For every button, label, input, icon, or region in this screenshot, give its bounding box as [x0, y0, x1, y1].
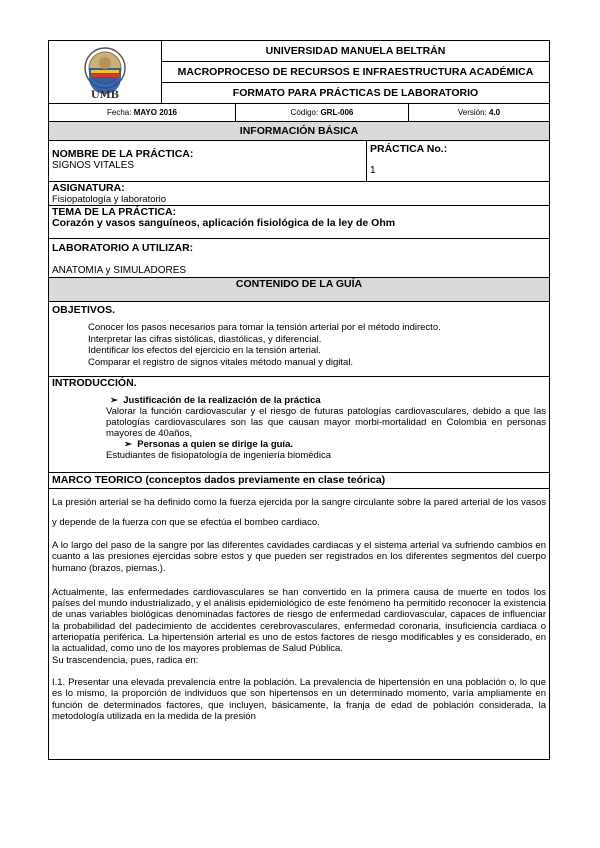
theory-paragraph: Actualmente, las enfermedades cardiovasculares se han convertido en la primera causa de muerte en todos los países del mundo industrializado, y el análisis epidemiológico de este fenómeno ha permitido reconocer la existencia de unas variables biológicas denominadas factores de riesgo de enfermedad cardiovascular, capaces de influenciar la probabilidad del padecimiento de accidentes cerebrovasculares, enfermedad coronaria, insuficiencia cardiaca o arteriopatía periférica. La hipertensión arterial es uno de estos factores de riesgo modificables y es considerado, en la actualidad, como uno de los mayores problemas de Salud Pública.: [52, 586, 546, 655]
version-label: Versión:: [457, 108, 487, 117]
objectives-row: [49, 302, 549, 377]
theory-paragraph: I.1. Presentar una elevada prevalencia entre la población. La prevalencia de hipertensión en una población o, lo que es lo mismo, la proporción de individuos que son hipertensos en un determinado momento, varía ampliamente en función de determinados factores, que incluyen, básicamente, la franja de edad de población considerada, la metodología utilizada en la medida de la presión: [52, 676, 546, 722]
topic-value: Corazón y vasos sanguíneos, aplicación fisiológica de la ley de Ohm: [52, 217, 396, 229]
date-label: Fecha:: [107, 108, 132, 117]
theory-heading-row: [49, 473, 549, 489]
document-page: [48, 40, 550, 760]
format-title: FORMATO PARA PRÁCTICAS DE LABORATORIO: [232, 87, 479, 99]
form-header: [49, 41, 549, 104]
practice-no-label: PRÁCTICA No.:: [370, 143, 448, 155]
lab-value: ANATOMIA y SIMULADORES: [52, 265, 187, 276]
arrow-bullet-icon: ➢: [124, 439, 138, 450]
date-value: MAYO 2016: [133, 108, 177, 117]
theory-paragraph: A lo largo del paso de la sangre por las diferentes cavidades cardiacas y el sistema arterial va sufriendo cambios en cuanto a las presiones ejercidas sobre estos y que pueden ser registrados en los diferentes segmentos del cuerpo humano (brazos, piernas.).: [52, 540, 546, 574]
lab-row: [49, 239, 549, 278]
lab-form: [48, 40, 550, 760]
macroprocess-title: MACROPROCESO DE RECURSOS E INFRAESTRUCTURA ACADÉMICA: [162, 62, 549, 83]
objective-item: Identificar los efectos del ejercicio en la tensión arterial.: [88, 345, 321, 356]
introduction-row: [49, 377, 549, 473]
topic-label: TEMA DE LA PRÁCTICA:: [52, 206, 177, 218]
objective-item: Interpretar las cifras sistólicas, diastólicas, y diferencial.: [88, 333, 322, 345]
practice-name: SIGNOS VITALES: [52, 160, 135, 171]
guide-heading: CONTENIDO DE LA GUÍA: [49, 278, 549, 302]
arrow-bullet-icon: ➢: [110, 395, 124, 406]
justification-title: ➢ Justificación de la realización de la práctica: [110, 395, 321, 406]
university-name: UNIVERSIDAD MANUELA BELTRÁN: [162, 41, 549, 62]
code-label: Código:: [290, 108, 319, 117]
objective-item: Comparar el registro de signos vitales método manual y digital.: [88, 356, 354, 368]
practice-name-label: NOMBRE DE LA PRÁCTICA:: [52, 148, 194, 160]
objectives-label: OBJETIVOS.: [52, 304, 116, 316]
seal-icon: [70, 43, 140, 101]
practice-row: [49, 141, 549, 182]
theory-paragraph: La presión arterial se ha definido como la fuerza ejercida por la sangre circulante sobre la pared arterial de los vasos y depende de la fuerza con que se efectúa el bombeo cardiaco.: [52, 497, 546, 528]
university-logo: [49, 41, 162, 103]
practice-no: 1: [370, 165, 376, 176]
lab-label: LABORATORIO A UTILIZAR:: [52, 242, 194, 254]
justification-text: Valorar la función cardiovascular y el riesgo de futuras patologías cardiovasculares, debido a que las patologías cardiovasculares son las que causan mayor morbi-mortalidad en Colombia en personas mayores de 40años,: [106, 406, 546, 439]
basic-info-heading: INFORMACIÓN BÁSICA: [49, 122, 549, 141]
objective-item: Conocer los pasos necesarios para tomar la tensión arterial por el método indirecto.: [88, 322, 441, 333]
theory-paragraph: Su trascendencia, pues, radica en:: [52, 654, 199, 666]
theory-label: MARCO TEORICO (conceptos dados previamente en clase teórica): [52, 474, 386, 486]
version-value: 4.0: [489, 108, 501, 117]
introduction-label: INTRODUCCIÓN.: [52, 377, 137, 389]
document-meta: [49, 104, 549, 122]
audience-title: ➢ Personas a quien se dirige la guía.: [124, 439, 293, 450]
logo-text: UMB: [90, 90, 120, 101]
topic-row: [49, 206, 549, 239]
subject-value: Fisiopatología y laboratorio: [52, 194, 167, 205]
code-cell: [236, 104, 409, 121]
date-cell: [49, 104, 236, 121]
subject-row: [49, 182, 549, 206]
code-value: GRL-006: [320, 108, 354, 117]
subject-label: ASIGNATURA:: [52, 182, 125, 194]
theory-body: [49, 489, 549, 759]
version-cell: [409, 104, 549, 121]
audience-text: Estudiantes de fisiopatología de ingeniería biomédica: [106, 450, 331, 461]
